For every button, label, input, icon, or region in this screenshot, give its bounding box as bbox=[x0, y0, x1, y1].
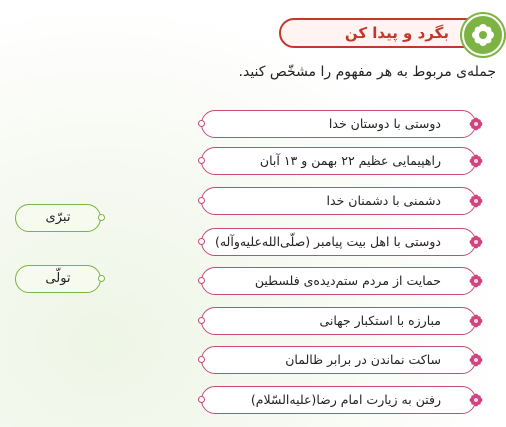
star-icon bbox=[469, 352, 483, 366]
connector-dot[interactable] bbox=[98, 214, 105, 221]
instruction-text: جمله‌ی مربوط به هر مفهوم را مشخّص کنید. bbox=[238, 64, 496, 80]
star-icon bbox=[469, 153, 483, 167]
statement-text: مبارزه با استکبار جهانی bbox=[319, 313, 441, 328]
statement-text: راهپیمایی عظیم ۲۲ بهمن و ۱۳ آبان bbox=[259, 153, 441, 168]
statement-text: دوستی با دوستان خدا bbox=[328, 116, 441, 131]
star-icon bbox=[469, 193, 483, 207]
concept-box[interactable] bbox=[15, 204, 101, 232]
connector-dot[interactable] bbox=[198, 356, 205, 363]
statement-text: حمایت از مردم ستم‌دیده‌ی فلسطین bbox=[254, 273, 441, 288]
flower-icon bbox=[462, 14, 504, 56]
statement-text: دشمنی با دشمنان خدا bbox=[326, 193, 441, 208]
star-icon bbox=[469, 234, 483, 248]
connector-dot[interactable] bbox=[198, 396, 205, 403]
statement-text: رفتن به زیارت امام رضا(علیه‌السّلام) bbox=[250, 392, 441, 407]
connector-dot[interactable] bbox=[198, 197, 205, 204]
statement-text: دوستی با اهل بیت پیامبر (صلّی‌الله‌علیه‌وآله) bbox=[214, 234, 441, 249]
statement-item[interactable] bbox=[201, 187, 476, 215]
connector-dot[interactable] bbox=[198, 120, 205, 127]
statement-item[interactable] bbox=[201, 267, 476, 295]
star-icon bbox=[469, 392, 483, 406]
connector-dot[interactable] bbox=[198, 317, 205, 324]
connector-dot[interactable] bbox=[198, 157, 205, 164]
star-icon bbox=[469, 273, 483, 287]
concept-label: تبرّی bbox=[45, 210, 71, 225]
statement-item[interactable] bbox=[201, 307, 476, 335]
exercise-title: بگرد و پیدا کن bbox=[344, 24, 449, 42]
connector-dot[interactable] bbox=[198, 238, 205, 245]
statement-item[interactable] bbox=[201, 228, 476, 256]
concept-label: تولّی bbox=[45, 271, 71, 286]
statement-text: ساکت نماندن در برابر ظالمان bbox=[285, 352, 441, 367]
star-icon bbox=[469, 116, 483, 130]
connector-dot[interactable] bbox=[98, 275, 105, 282]
connector-dot[interactable] bbox=[198, 277, 205, 284]
statement-item[interactable] bbox=[201, 110, 476, 138]
statement-item[interactable] bbox=[201, 346, 476, 374]
star-icon bbox=[469, 313, 483, 327]
statement-item[interactable] bbox=[201, 386, 476, 414]
statement-item[interactable] bbox=[201, 147, 476, 175]
concept-box[interactable] bbox=[15, 265, 101, 293]
